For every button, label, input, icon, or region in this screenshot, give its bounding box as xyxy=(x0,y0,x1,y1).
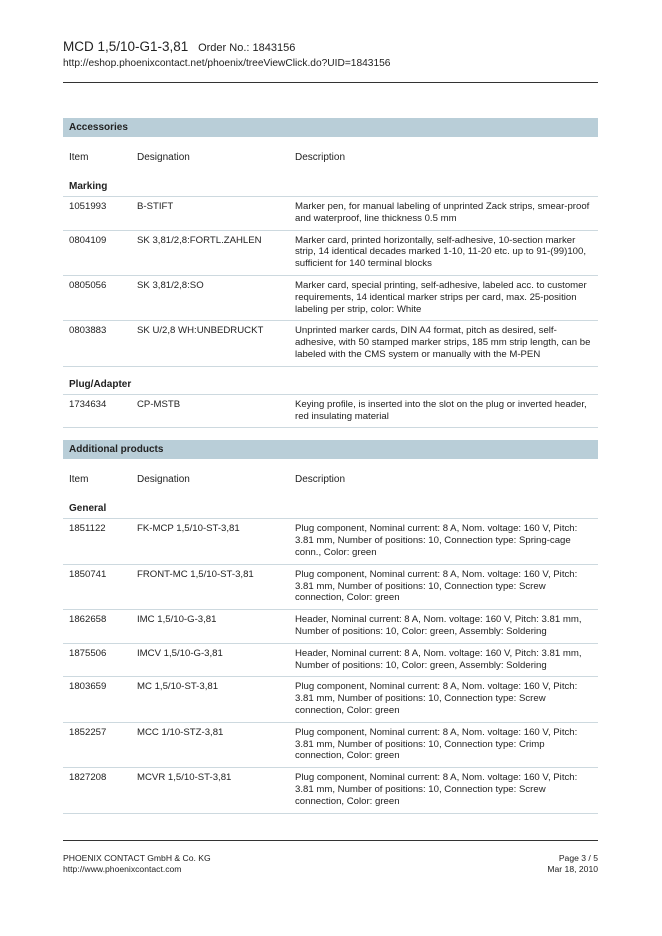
item-description: Plug component, Nominal current: 8 A, Nom. voltage: 160 V, Pitch: 3.81 mm, Number of positions: 10, Connection type: Screw connection, Color: green xyxy=(295,681,578,716)
item-number[interactable]: 1862658 xyxy=(69,614,107,626)
item-designation: SK 3,81/2,8:FORTL.ZAHLEN xyxy=(137,234,262,246)
item-number[interactable]: 0803883 xyxy=(69,325,107,337)
item-description: Plug component, Nominal current: 8 A, Nom. voltage: 160 V, Pitch: 3.81 mm, Number of positions: 10, Connection type: Screw connection, Color: green xyxy=(295,568,578,604)
item-designation: FK-MCP 1,5/10-ST-3,81 xyxy=(137,523,240,535)
table-row xyxy=(63,395,598,429)
item-designation: MCC 1/10-STZ-3,81 xyxy=(137,726,224,738)
accessories-groups xyxy=(63,177,598,428)
item-designation: MCVR 1,5/10-ST-3,81 xyxy=(137,772,232,784)
accessories-column-headers xyxy=(63,147,598,167)
accessories-section-title: Accessories xyxy=(63,118,598,137)
item-number[interactable]: 1850741 xyxy=(69,568,107,580)
item-description: Marker pen, for manual labeling of unprinted Zack strips, smear-proof and waterproof, line thickness 0.5 mm xyxy=(295,201,590,224)
item-description: Plug component, Nominal current: 8 A, Nom. voltage: 160 V, Pitch: 3.81 mm, Number of positions: 10, Connection type: Crimp connection, Color: green xyxy=(295,726,578,762)
column-designation: Designation xyxy=(137,473,190,485)
item-designation: CP-MSTB xyxy=(137,398,181,410)
item-designation: B-STIFT xyxy=(137,201,174,212)
item-number[interactable]: 1803659 xyxy=(69,681,107,693)
item-designation: IMC 1,5/10-G-3,81 xyxy=(137,614,217,626)
table-row xyxy=(63,768,598,813)
item-description: Plug component, Nominal current: 8 A, Nom. voltage: 160 V, Pitch: 3.81 mm, Number of positions: 10, Connection type: Screw connection, Color: green xyxy=(295,772,578,807)
print-date: Mar 18, 2010 xyxy=(547,864,598,874)
item-number[interactable]: 1851122 xyxy=(69,523,106,535)
additional-column-headers xyxy=(63,469,598,489)
table-row xyxy=(63,321,598,366)
product-url[interactable]: http://eshop.phoenixcontact.net/phoenix/treeViewClick.do?UID=1843156 xyxy=(63,58,391,69)
title-line xyxy=(63,38,598,57)
group-title: Marking xyxy=(63,177,598,197)
table-row xyxy=(63,644,598,678)
footer-divider xyxy=(63,840,598,841)
company-website[interactable]: http://www.phoenixcontact.com xyxy=(63,864,182,874)
page-footer xyxy=(63,853,598,875)
product-name: MCD 1,5/10-G1-3,81 xyxy=(63,39,189,54)
page-number: Page 3 / 5 xyxy=(558,853,598,863)
group-title: Plug/Adapter xyxy=(63,375,598,395)
table-row xyxy=(63,610,598,644)
table-row xyxy=(63,565,598,610)
column-description: Description xyxy=(295,151,346,163)
item-designation: SK U/2,8 WH:UNBEDRUCKT xyxy=(137,325,264,337)
item-description: Header, Nominal current: 8 A, Nom. voltage: 160 V, Pitch: 3.81 mm, Number of positions: 10, Color: green, Assembly: Soldering xyxy=(295,647,582,671)
table-row xyxy=(63,519,598,564)
item-description: Marker card, printed horizontally, self-adhesive, 10-section marker strip, 14 identical decades marked 1-10, 11-20 etc. up to 91-(99)100, sufficient for 140 terminal blocks xyxy=(295,234,587,270)
item-number[interactable]: 1875506 xyxy=(69,647,107,659)
item-description: Keying profile, is inserted into the slot on the plug or inverted header, red insulating material xyxy=(295,398,587,422)
additional-section-title: Additional products xyxy=(63,440,598,459)
item-designation: FRONT-MC 1,5/10-ST-3,81 xyxy=(137,568,254,580)
additional-groups xyxy=(63,499,598,813)
order-number: Order No.: 1843156 xyxy=(198,42,296,54)
item-description: Unprinted marker cards, DIN A4 format, pitch as desired, self-adhesive, with 50 stamped marker strips, 185 mm strip length, can be labeled with the CMS system or manually with the M-PEN xyxy=(295,325,591,360)
company-name: PHOENIX CONTACT GmbH & Co. KG xyxy=(63,853,211,863)
header-divider xyxy=(63,82,598,83)
column-item: Item xyxy=(69,151,89,163)
item-number[interactable]: 0804109 xyxy=(69,234,107,246)
item-description: Marker card, special printing, self-adhesive, labeled acc. to customer requirements, 14 identical marker strips per card, max. 25-position labeling per strip, color: White xyxy=(295,279,587,315)
item-number[interactable]: 1734634 xyxy=(69,398,107,410)
column-designation: Designation xyxy=(137,151,190,163)
item-number[interactable]: 0805056 xyxy=(69,279,107,291)
group-title: General xyxy=(63,499,598,519)
item-number[interactable]: 1827208 xyxy=(69,772,107,784)
page-header xyxy=(63,38,598,71)
item-description: Plug component, Nominal current: 8 A, Nom. voltage: 160 V, Pitch: 3.81 mm, Number of positions: 10, Connection type: Spring-cage conn., Color: green xyxy=(295,523,578,558)
item-designation: IMCV 1,5/10-G-3,81 xyxy=(137,647,223,659)
item-number[interactable]: 1852257 xyxy=(69,726,107,738)
table-row xyxy=(63,677,598,722)
table-row xyxy=(63,231,598,276)
table-row xyxy=(63,723,598,768)
table-row xyxy=(63,276,598,321)
item-description: Header, Nominal current: 8 A, Nom. voltage: 160 V, Pitch: 3.81 mm, Number of positions: 10, Color: green, Assembly: Soldering xyxy=(295,614,582,637)
table-row xyxy=(63,197,598,231)
item-designation: SK 3,81/2,8:SO xyxy=(137,279,204,291)
item-designation: MC 1,5/10-ST-3,81 xyxy=(137,681,219,693)
content xyxy=(63,118,598,814)
item-number[interactable]: 1051993 xyxy=(69,201,107,212)
column-item: Item xyxy=(69,473,89,485)
column-description: Description xyxy=(295,473,346,485)
